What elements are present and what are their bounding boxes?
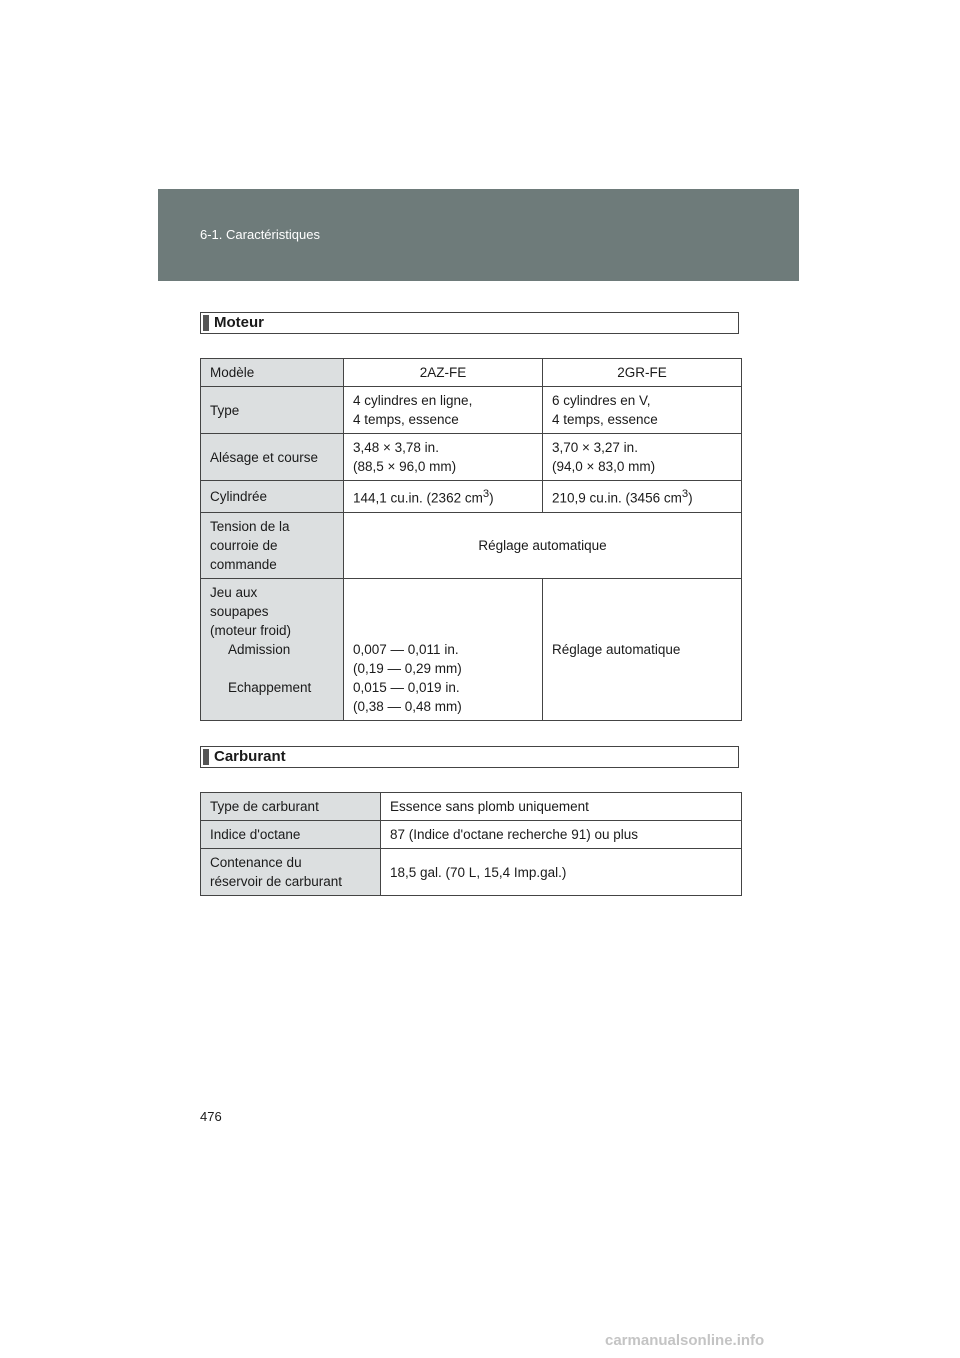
table-row-tank-capacity xyxy=(201,849,742,896)
bore-2az-line2: (88,5 × 96,0 mm) xyxy=(353,459,457,474)
table-row-fuel-type xyxy=(201,793,742,821)
capacity-label xyxy=(201,849,381,896)
bore-2gr xyxy=(543,434,742,481)
type-2gr xyxy=(543,387,742,434)
type-2az-line2: 4 temps, essence xyxy=(353,412,459,427)
cube-superscript: 3 xyxy=(681,488,689,500)
engine-spec-table xyxy=(200,358,742,721)
heading-marker xyxy=(203,749,209,765)
bore-2az-line1: 3,48 × 3,78 in. xyxy=(353,440,439,455)
valve-exhaust-label: Echappement xyxy=(228,679,312,695)
engine-section-heading xyxy=(200,312,739,334)
valve-label-line2: soupapes xyxy=(210,603,269,619)
engine-heading-text: Moteur xyxy=(214,314,264,331)
fuel-spec-table xyxy=(200,792,742,896)
displacement-2az-value: 144,1 cu.in. (2362 cm xyxy=(353,490,483,506)
bore-2gr-line2: (94,0 × 83,0 mm) xyxy=(552,459,656,474)
fuel-type-value: Essence sans plomb uniquement xyxy=(381,793,742,821)
octane-value: 87 (Indice d'octane recherche 91) ou plus xyxy=(381,821,742,849)
octane-label: Indice d'octane xyxy=(201,821,381,849)
watermark-text: carmanualsonline.info xyxy=(605,1332,765,1349)
displacement-2gr-value: 210,9 cu.in. (3456 cm xyxy=(552,490,682,506)
displacement-label: Cylindrée xyxy=(201,481,344,513)
belt-value: Réglage automatique xyxy=(344,512,742,578)
model-label: Modèle xyxy=(201,359,344,387)
valve-intake-label: Admission xyxy=(228,641,291,657)
valve-2az-exhaust-in: 0,015 — 0,019 in. xyxy=(353,679,460,695)
capacity-value: 18,5 gal. (70 L, 15,4 Imp.gal.) xyxy=(381,849,742,896)
bore-label: Alésage et course xyxy=(201,434,344,481)
displacement-2az-close: ) xyxy=(489,490,494,506)
table-row-valve-clearance xyxy=(201,578,742,720)
valve-2az-intake-mm: (0,19 — 0,29 mm) xyxy=(353,660,462,676)
valve-label xyxy=(201,578,344,720)
table-row-belt-tension xyxy=(201,512,742,578)
table-row-type xyxy=(201,387,742,434)
table-row-bore-stroke xyxy=(201,434,742,481)
type-2gr-line1: 6 cylindres en V, xyxy=(552,393,651,408)
fuel-section-heading xyxy=(200,746,739,768)
table-row-octane xyxy=(201,821,742,849)
fuel-type-label: Type de carburant xyxy=(201,793,381,821)
table-row-model xyxy=(201,359,742,387)
capacity-label-line2: réservoir de carburant xyxy=(210,874,343,889)
fuel-heading-text: Carburant xyxy=(214,748,286,765)
valve-2az-intake-in: 0,007 — 0,011 in. xyxy=(353,641,459,657)
belt-label-line3: commande xyxy=(210,556,277,572)
valve-2az-exhaust-mm: (0,38 — 0,48 mm) xyxy=(353,698,462,714)
type-2gr-line2: 4 temps, essence xyxy=(552,412,658,427)
type-2az xyxy=(344,387,543,434)
type-label: Type xyxy=(201,387,344,434)
heading-marker xyxy=(203,315,209,331)
cube-superscript: 3 xyxy=(482,488,490,500)
belt-label xyxy=(201,512,344,578)
valve-label-spacer xyxy=(210,659,334,678)
displacement-2gr-close: ) xyxy=(688,490,693,506)
valve-2gr: Réglage automatique xyxy=(543,578,742,720)
belt-label-line1: Tension de la xyxy=(210,518,290,534)
model-2az: 2AZ-FE xyxy=(344,359,543,387)
page-number: 476 xyxy=(200,1109,222,1124)
model-2gr: 2GR-FE xyxy=(543,359,742,387)
type-2az-line1: 4 cylindres en ligne, xyxy=(353,393,473,408)
displacement-2az xyxy=(344,481,543,513)
chapter-header xyxy=(158,189,799,281)
valve-label-line1: Jeu aux xyxy=(210,584,258,600)
capacity-label-line1: Contenance du xyxy=(210,855,302,870)
bore-2az xyxy=(344,434,543,481)
displacement-2gr xyxy=(543,481,742,513)
valve-2az xyxy=(344,578,543,720)
bore-2gr-line1: 3,70 × 3,27 in. xyxy=(552,440,638,455)
valve-label-line3: (moteur froid) xyxy=(210,622,292,638)
chapter-title: 6-1. Caractéristiques xyxy=(200,227,320,242)
table-row-displacement xyxy=(201,481,742,513)
belt-label-line2: courroie de xyxy=(210,537,278,553)
